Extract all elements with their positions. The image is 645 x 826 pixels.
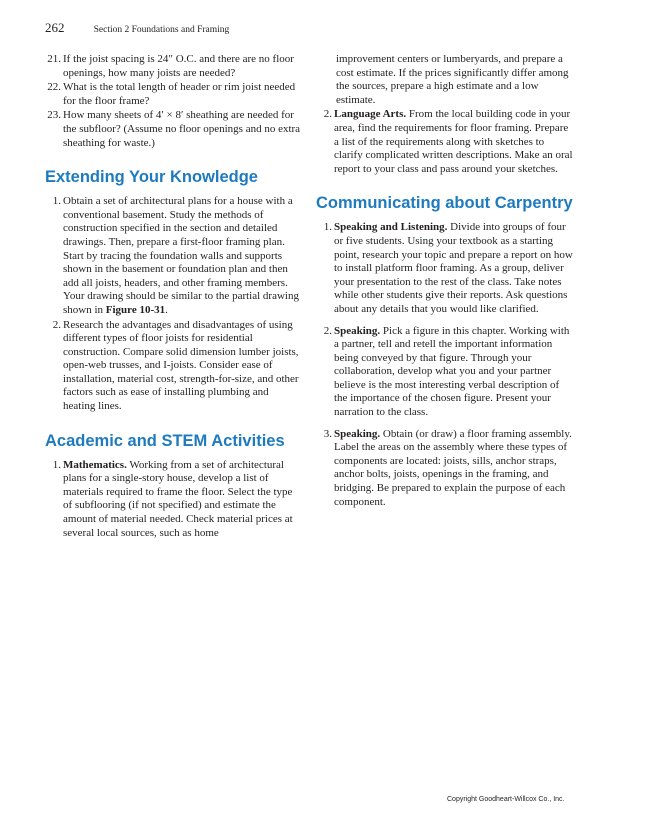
list-item: 2. Research the advantages and disadvantages of using different types of floor joists for residential construction. Compare solid dimension lumber joists, open-web trusses, and I-joists. Consider ease of installation, material cost, strength-for-size, and other factors such as ease of installing plumbing and heating lines. <box>52 318 299 413</box>
copyright-notice: Copyright Goodheart-Willcox Co., Inc. <box>447 796 565 803</box>
section-title: Section 2 Foundations and Framing <box>93 25 230 35</box>
left-column <box>45 53 301 541</box>
right-column <box>316 53 574 510</box>
continued-text: improvement centers or lumberyards, and prepare a cost estimate. If the prices significantly differ among the sources, prepare a high estimate and a low estimate. <box>336 53 569 106</box>
page-header <box>45 20 229 36</box>
list-item: 23. How many sheets of 4′ × 8′ sheathing are needed for the subfloor? (Assume no floor openings and no extra sheathing for waste.) <box>47 109 301 149</box>
list-item: 1. Obtain a set of architectural plans for a house with a conventional basement. Study the methods of construction specified in the section and detailed drawings. Then, prepare a first-floor framing plan. Start by tracing the foundation walls and supports shown in the basement or foundation plan and then add all joists, headers, and other framing members. Your drawing should be similar to the partial drawing shown in Figure 10-31. <box>52 195 299 316</box>
list-item: 2. Speaking. Pick a figure in this chapter. Working with a partner, tell and retell the important information being conveyed by that figure. Through your collaboration, develop what you and your partner believe is the most interesting verbal description of the importance of the chosen figure. Present your narration to the class. <box>323 324 570 419</box>
list-item: 1. Speaking and Listening. Divide into groups of four or five students. Using your textbook as a starting point, research your topic and prepare a report on how to install platform floor framing. As a group, deliver your presentation to the rest of the class. Take notes while other students give their reports. Ask questions about any details that you would like clarified. <box>323 221 573 315</box>
list-item: 21. If the joist spacing is 24″ O.C. and there are no floor openings, how many joists are needed? <box>47 53 294 79</box>
section-heading: Academic and STEM Activities <box>45 431 285 450</box>
section-heading: Communicating about Carpentry <box>316 194 573 213</box>
list-item: 3. Speaking. Obtain (or draw) a floor framing assembly. Label the areas on the assembly where these types of components are located: joists, sills, anchor straps, anchor bolts, joists, openings in the framing, and bridging. Be prepared to explain the purpose of each component. <box>323 427 572 508</box>
section-heading: Extending Your Knowledge <box>45 168 258 187</box>
list-item: 1. Mathematics. Working from a set of architectural plans for a single-story house, develop a list of materials required to frame the floor. Select the type of subflooring (if not specified) and estimate the amount of material needed. Check material prices at several local sources, such as home <box>52 458 293 539</box>
list-item: 22. What is the total length of header or rim joist needed for the floor frame? <box>47 81 296 107</box>
list-item: 2. Language Arts. From the local building code in your area, find the requirements for floor framing. Prepare a list of the requirements along with sketches to clarify complicated written descriptions. Make an oral report to your class and pass around your sketches. <box>323 108 573 175</box>
page-number: 262 <box>45 20 65 35</box>
